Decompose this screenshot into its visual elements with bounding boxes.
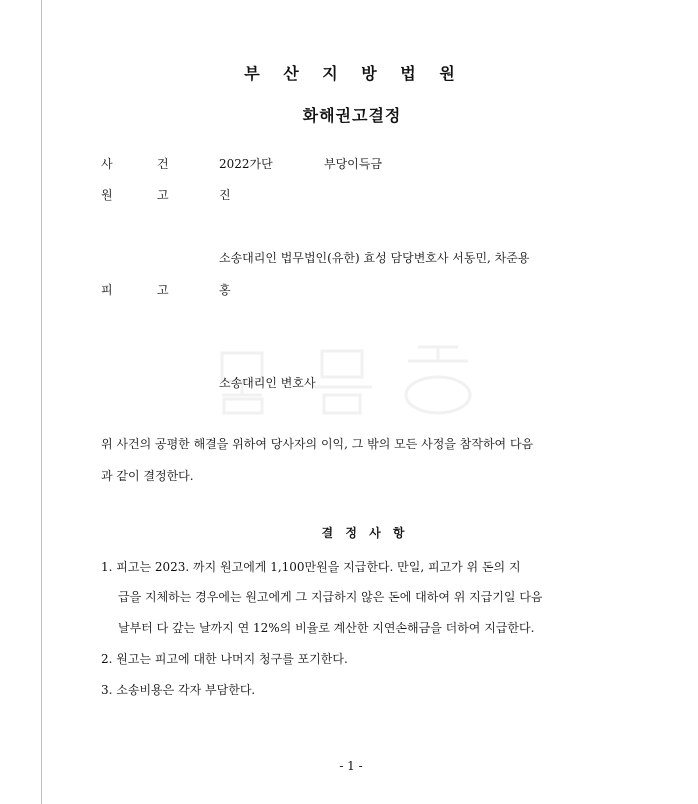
- plaintiff-agent: 소송대리인 법무법인(유한) 효성 담당변호사 서동민, 차준용: [219, 251, 530, 265]
- defendant-name: 홍: [219, 283, 231, 297]
- case-number: 2022가단: [219, 157, 273, 171]
- item-3: 3. 소송비용은 각자 부담한다.: [101, 683, 256, 697]
- item-1-line-3: 날부터 다 갚는 날까지 연 12%의 비율로 계산한 지연손해금을 더하여 지급한다.: [118, 621, 535, 635]
- case-subject: 부당이득금: [324, 157, 382, 171]
- defendant-agent: 소송대리인 변호사: [219, 376, 316, 390]
- plaintiff-label-2: 고: [157, 188, 169, 202]
- page-number: - 1 -: [339, 759, 363, 773]
- intro-line-2: 과 같이 결정한다.: [101, 469, 194, 483]
- case-label-2: 건: [157, 157, 169, 171]
- section-title: 결 정 사 항: [321, 526, 409, 540]
- plaintiff-name: 진: [219, 188, 231, 202]
- intro-line-1: 위 사건의 공평한 해결을 위하여 당사자의 이익, 그 밖의 모든 사정을 참작하여 다음: [101, 437, 534, 451]
- defendant-label-2: 고: [157, 283, 169, 297]
- item-1-line-2: 급을 지체하는 경우에는 원고에게 그 지급하지 않은 돈에 대하여 위 지급기일 다음: [118, 590, 543, 604]
- case-label-1: 사: [101, 157, 113, 171]
- plaintiff-label-1: 원: [101, 188, 113, 202]
- court-name: 부 산 지 방 법 원: [244, 64, 464, 83]
- document-title: 화해권고결정: [302, 106, 402, 125]
- defendant-label-1: 피: [101, 283, 113, 297]
- item-2: 2. 원고는 피고에 대한 나머지 청구를 포기한다.: [101, 652, 348, 666]
- item-1-line-1: 1. 피고는 2023. 까지 원고에게 1,100만원을 지급한다. 만일, 피고가 위 돈의 지: [101, 560, 521, 574]
